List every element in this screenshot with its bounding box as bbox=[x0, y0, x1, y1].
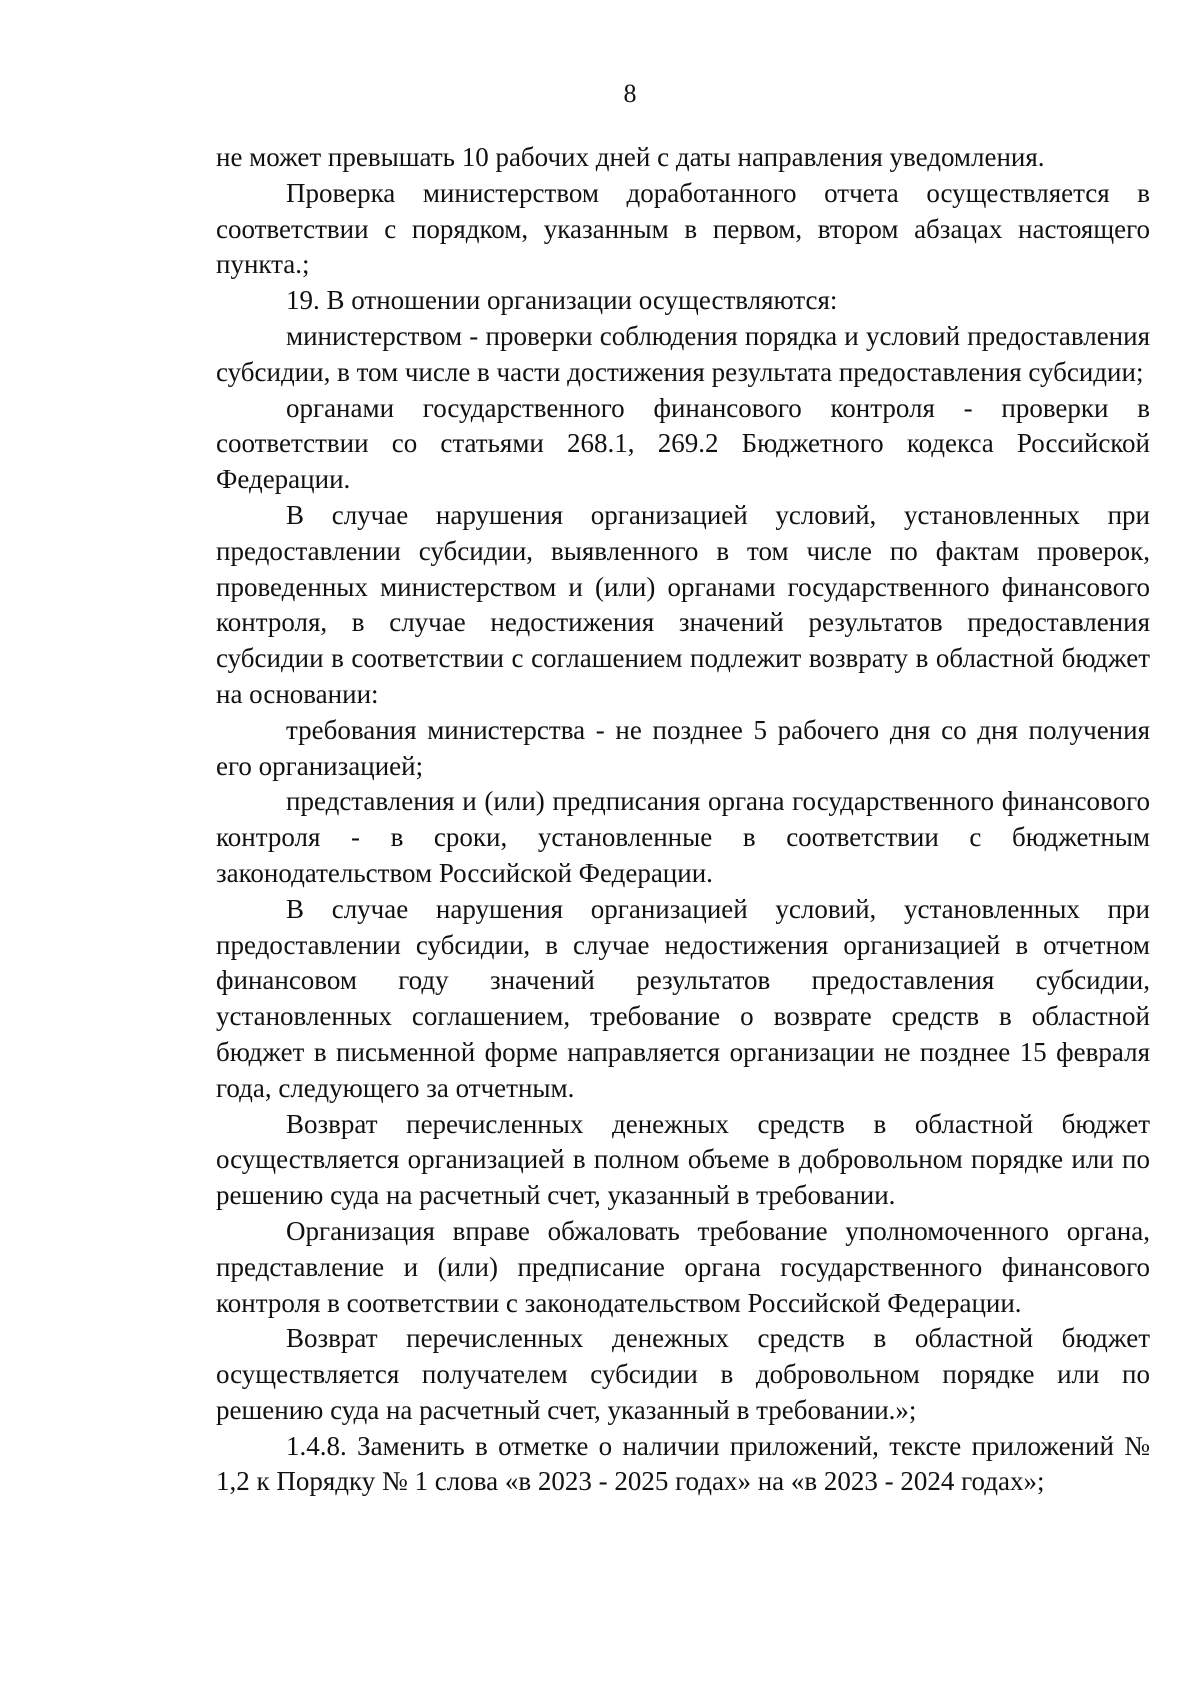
paragraph: представления и (или) предписания органа государственного финансового контроля - в сроки, установленные в соответствии с бюджетным законодательством Российской Федерации. bbox=[216, 786, 1150, 888]
paragraph: Организация вправе обжаловать требование уполномоченного органа, представление и (или) предписание органа государственного финансового контроля в соответствии с законодательством Российской Федерации. bbox=[216, 1215, 1150, 1318]
paragraph: В случае нарушения организацией условий, установленных при предоставлении субсидии, выявленного в том числе по фактам проверок, проведенных министерством и (или) органами государственного финансового контроля, в случае недостижения значений результатов предоставления субсидии в соответствии с соглашением подлежит возврату в областной бюджет на основании: bbox=[216, 499, 1150, 709]
paragraph: Возврат перечисленных денежных средств в областной бюджет осуществляется организацией в полном объеме в добровольном порядке или по решению суда на расчетный счет, указанный в требовании. bbox=[216, 1108, 1150, 1211]
document-body bbox=[216, 140, 1150, 1500]
paragraph: 1.4.8. Заменить в отметке о наличии приложений, тексте приложений № 1,2 к Порядку № 1 слова «в 2023 - 2025 годах» на «в 2023 - 2024 годах»; bbox=[216, 1430, 1150, 1497]
paragraph: Проверка министерством доработанного отчета осуществляется в соответствии с порядком, указанным в первом, втором абзацах настоящего пункта.; bbox=[216, 177, 1150, 280]
paragraph: министерством - проверки соблюдения порядка и условий предоставления субсидии, в том числе в части достижения результата предоставления субсидии; bbox=[216, 320, 1150, 387]
paragraph: В случае нарушения организацией условий, установленных при предоставлении субсидии, в случае недостижения организацией в отчетном финансовом году значений результатов предоставления субсидии, установленных соглашением, требование о возврате средств в областной бюджет в письменной форме направляется организации не позднее 15 февраля года, следующего за отчетным. bbox=[216, 893, 1150, 1103]
paragraph: органами государственного финансового контроля - проверки в соответствии со статьями 268.1, 269.2 Бюджетного кодекса Российской Федерации. bbox=[216, 392, 1150, 495]
paragraph: Возврат перечисленных денежных средств в областной бюджет осуществляется получателем субсидии в добровольном порядке или по решению суда на расчетный счет, указанный в требовании.»; bbox=[216, 1323, 1150, 1425]
paragraph: требования министерства - не позднее 5 рабочего дня со дня получения его организацией; bbox=[216, 714, 1150, 781]
paragraph: 19. В отношении организации осуществляются: bbox=[286, 285, 838, 316]
paragraph: не может превышать 10 рабочих дней с даты направления уведомления. bbox=[216, 142, 1045, 172]
page-number: 8 bbox=[623, 79, 637, 108]
